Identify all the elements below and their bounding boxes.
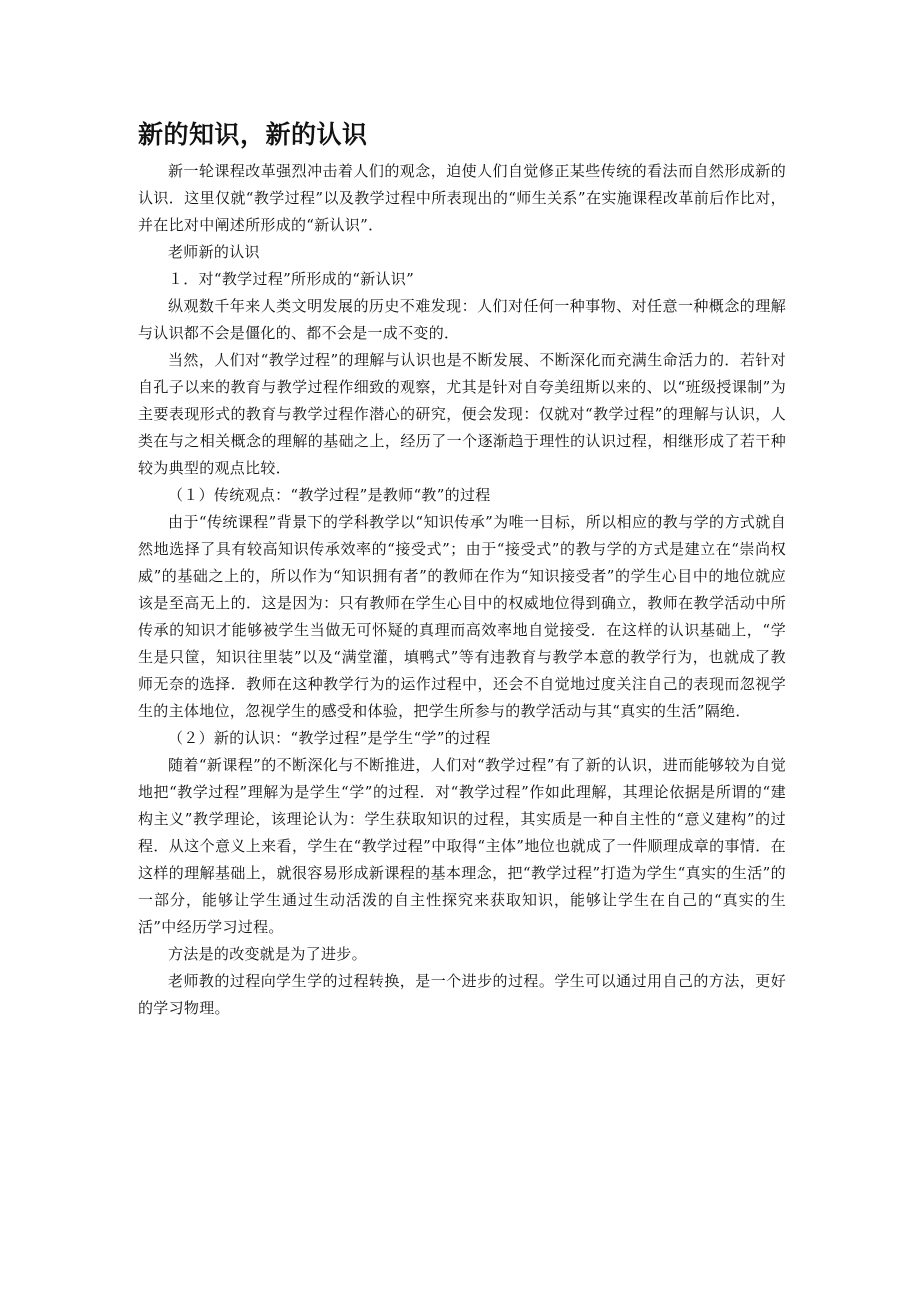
paragraph-history: 纵观数千年来人类文明发展的历史不难发现：人们对任何一种事物、对任意一种概念的理解与认识都不会是僵化的、都不会是一成不变的． (138, 297, 786, 342)
paragraph-intro: 新一轮课程改革强烈冲击着人们的观念，迫使人们自觉修正某些传统的看法而自然形成新的认识．这里仅就“教学过程”以及教学过程中所表现出的“师生关系”在实施课程改革前后作比对，并在比对中阐述所形成的“新认识”． (138, 162, 786, 234)
paragraph-subheading-1: １．对“教学过程”所形成的“新认识” (168, 270, 415, 288)
document-page (138, 118, 786, 1022)
paragraph-new-view: 随着“新课程”的不断深化与不断推进，人们对“教学过程”有了新的认识，进而能够较为自觉地把“教学过程”理解为是学生“学”的过程．对“教学过程”作如此理解，其理论依据是所谓的“建构主义”教学理论，该理论认为：学生获取知识的过程，其实质是一种自主性的“意义建构”的过程．从这个意义上来看，学生在“教学过程”中取得“主体”地位也就成了一件顺理成章的事情．在这样的理解基础上，就很容易形成新课程的基本理念，把“教学过程”打造为学生“真实的生活”的一部分，能够让学生通过生动活泼的自主性探究来获取知识，能够让学生在自己的“真实的生活”中经历学习过程。 (138, 756, 786, 936)
paragraph-traditional-view: 由于“传统课程”背景下的学科教学以“知识传承”为唯一目标，所以相应的教与学的方式就自然地选择了具有较高知识传承效率的“接受式”；由于“接受式”的教与学的方式是建立在“崇尚权威”的基础之上的，所以作为“知识拥有者”的教师在作为“知识接受者”的学生心目中的地位就应该是至高无上的．这是因为：只有教师在学生心目中的权威地位得到确立，教师在教学活动中所传承的知识才能够被学生当做无可怀疑的真理而高效率地自觉接受．在这样的认识基础上，“学生是只筐，知识往里装”以及“满堂灌，填鸭式”等有违教育与教学本意的教学行为，也就成了教师无奈的选择．教师在这种教学行为的运作过程中，还会不自觉地过度关注自己的表现而忽视学生的主体地位，忽视学生的感受和体验，把学生所参与的教学活动与其“真实的生活”隔绝． (138, 513, 786, 720)
paragraph-traditional-view-heading: （１）传统观点：“教学过程”是教师“教”的过程 (168, 486, 491, 504)
document-title: 新的知识，新的认识 (138, 120, 368, 149)
paragraph-understanding: 当然，人们对“教学过程”的理解与认识也是不断发展、不断深化而充满生命活力的．若针对自孔子以来的教育与教学过程作细致的观察，尤其是针对自夸美纽斯以来的、以“班级授课制”为主要表现形式的教育与教学过程作潜心的研究，便会发现：仅就对“教学过程”的理解与认识，人类在与之相关概念的理解的基础之上，经历了一个逐渐趋于理性的认识过程，相继形成了若干种较为典型的观点比较． (138, 351, 786, 477)
paragraph-method-change: 方法是的改变就是为了进步。 (168, 945, 367, 963)
paragraph-conclusion: 老师教的过程向学生学的过程转换，是一个进步的过程。学生可以通过用自己的方法，更好的学习物理。 (138, 972, 786, 1017)
paragraph-new-view-heading: （２）新的认识：“教学过程”是学生“学”的过程 (168, 729, 491, 747)
paragraph-section-heading: 老师新的认识 (168, 243, 260, 261)
